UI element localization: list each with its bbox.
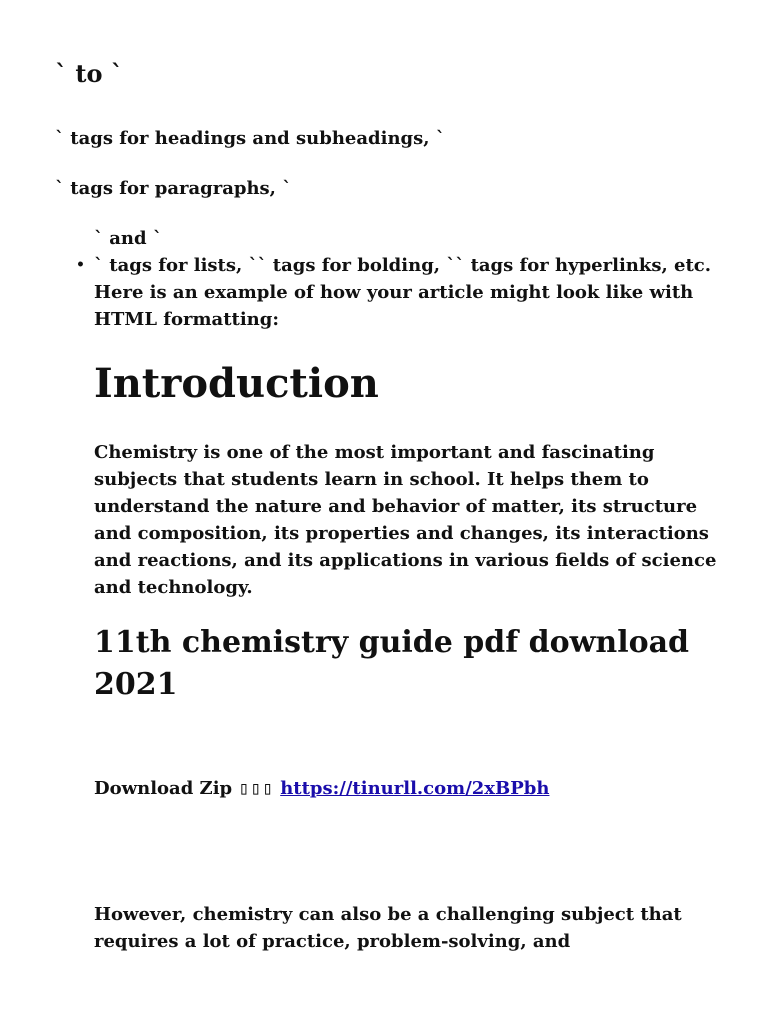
- list-item-text: ` tags for lists, `` tags for bolding, `` tags for hyperlinks, etc. Here is an example of how your article might look like with HTML formatting:: [94, 255, 712, 330]
- heading-to: ` to `: [55, 59, 123, 88]
- introduction-paragraph: Chemistry is one of the most important and fascinating subjects that students learn in school. It helps them to understand the nature and behavior of matter, its structure and composition, its properties and changes, its interactions and reactions, and its applications in various fields of science and technology.: [94, 442, 717, 598]
- missing-glyph-icons: ▯▯▯: [238, 778, 274, 799]
- paragraph-headings-tags: ` tags for headings and subheadings, `: [55, 128, 445, 149]
- list-item: [76, 252, 734, 333]
- download-line: [94, 775, 549, 802]
- bullet-icon: •: [76, 257, 85, 273]
- list-lead-text: ` and `: [94, 228, 162, 249]
- guide-heading: 11th chemistry guide pdf download 2021: [94, 625, 690, 702]
- however-paragraph: However, chemistry can also be a challenging subject that requires a lot of practice, problem-solving, and: [94, 904, 682, 952]
- download-link[interactable]: https://tinurll.com/2xBPbh: [280, 778, 550, 799]
- tags-list: [76, 252, 734, 333]
- list-block: [76, 225, 734, 333]
- paragraph-paragraph-tags: ` tags for paragraphs, `: [55, 178, 292, 199]
- introduction-heading: Introduction: [94, 360, 379, 407]
- download-label: Download Zip: [94, 778, 233, 799]
